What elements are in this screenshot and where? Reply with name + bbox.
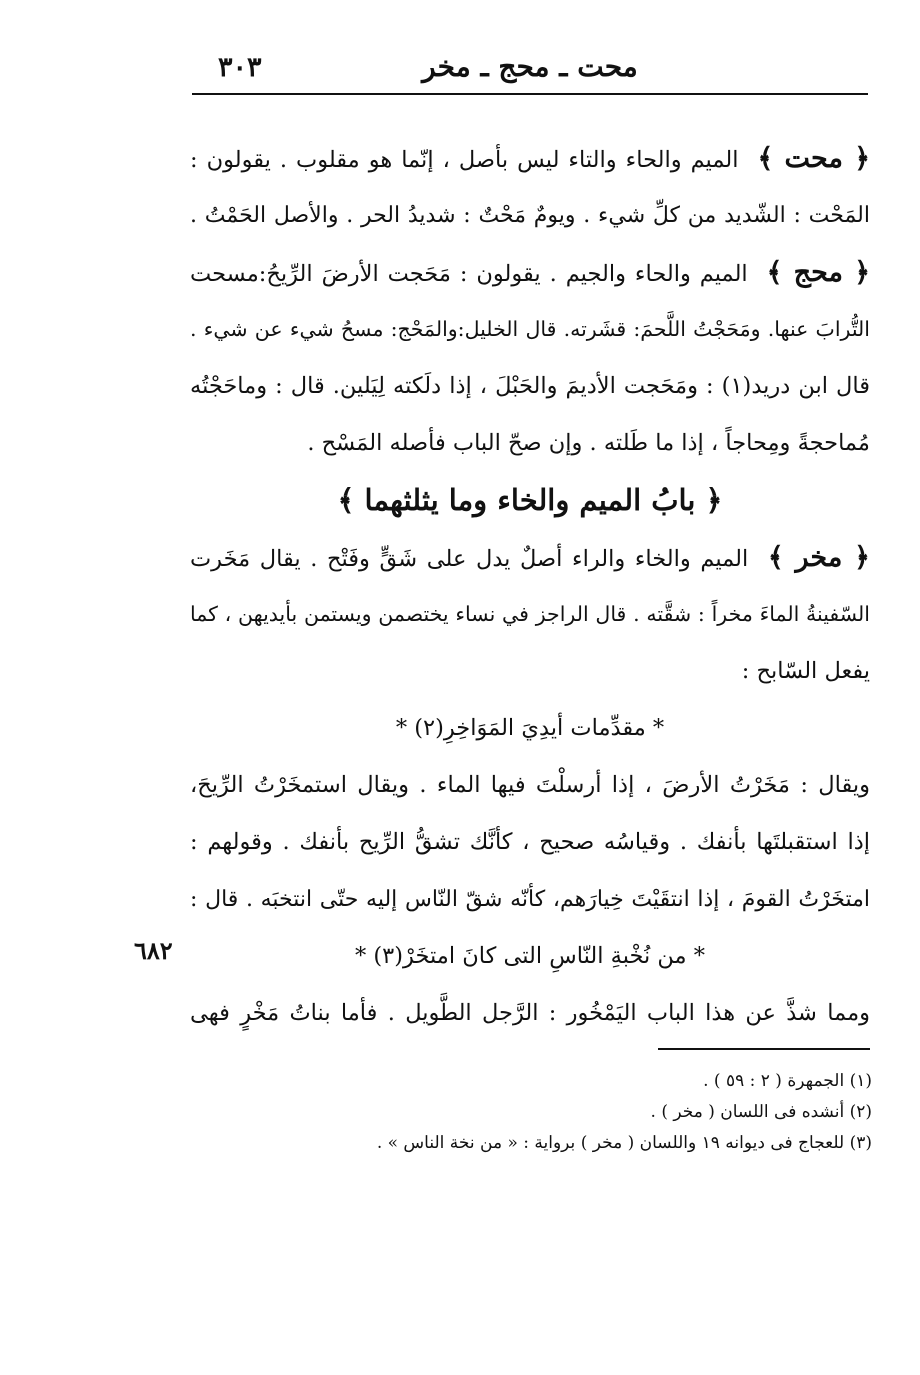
text-line [190, 358, 870, 415]
verse-text: * مقدِّمات أيدِيَ المَوَاخِرِ(٢) * [395, 715, 665, 741]
text-line [190, 301, 870, 358]
text-line [190, 814, 870, 871]
footnotes [300, 1066, 872, 1159]
verse-line [190, 928, 870, 985]
body-text [190, 130, 870, 1042]
line-text: ومما شذَّ عن هذا الباب اليَمْخُور : الرَّجل الطَّويل . فأما بناتُ مَخْرٍ فهى [190, 1000, 870, 1026]
line-text: الميم والحاء والتاء ليس بأصل ، إنّما هو مقلوب . يقولون : [190, 147, 739, 173]
side-page-number: ٦٨٢ [134, 936, 173, 965]
footnote: (٣) للعجاج فى ديوانه ١٩ واللسان ( مخر ) برواية : « من نخة الناس » . [376, 1133, 872, 1153]
line-text: قال ابن دريد(١) : ومَحَجت الأديمَ والحَبْلَ ، إذا دلَكته لِيَلين. قال : وماحَجْتُه [190, 373, 870, 399]
text-line [190, 130, 870, 187]
footnote-rule [658, 1048, 870, 1050]
line-text: الميم والخاء والراء أصلٌ يدل على شَقٍّ وفَتْح . يقال مَخَرت [190, 546, 749, 572]
chapter-heading [190, 472, 870, 529]
entry-heading: ﴿ مخر ﴾ [767, 542, 870, 573]
text-line [190, 529, 870, 586]
line-text: ويقال : مَخَرْتُ الأرضَ ، إذا أرسلْتَ فيها الماء . ويقال استمخَرْتُ الرِّيحَ، [190, 772, 870, 798]
line-text: السّفينةُ الماءَ مخراً : شقَّته . قال الراجز في نساء يختصمن ويستمن بأيديهن ، كما [190, 602, 870, 626]
text-line [190, 187, 870, 244]
line-text: يفعل السّابح : [741, 658, 870, 684]
verse-text: * من نُخْبةِ النّاسِ التى كانَ امتخَرْ(٣) * [354, 943, 706, 969]
footnote: (١) الجمهرة ( ٢ : ٥٩ ) . [703, 1071, 872, 1091]
line-text: التُّرابَ عنها. ومَحَجْتُ اللَّحمَ: قشَرته. قال الخليل:والمَحْج: مسحُ شيء عن شيء . [190, 317, 870, 341]
text-line [190, 643, 870, 700]
text-line [190, 871, 870, 928]
text-line [190, 757, 870, 814]
entry-heading: ﴿ محج ﴾ [766, 257, 870, 288]
line-text: مُماحجةً ومِحاجاً ، إذا ما طَلته . وإن صحّ الباب فأصله المَسْح . [307, 430, 870, 456]
footnote: (٢) أنشده فى اللسان ( مخر ) . [650, 1102, 872, 1122]
line-text: الميم والحاء والجيم . يقولون : مَحَجت الأرضَ الرِّيحُ:مسحت [190, 261, 748, 287]
page-number-top: ٣٠٣ [218, 52, 262, 83]
text-line [190, 985, 870, 1042]
line-text: المَحْت : الشّديد من كلِّ شيء . ويومٌ مَحْتٌ : شديدُ الحر . والأصل الحَمْتُ . [190, 203, 870, 228]
header-rule [192, 93, 868, 95]
text-line [190, 415, 870, 472]
line-text: امتخَرْتُ القومَ ، إذا انتقَيْتَ خِيارَهم، كأنّه شقّ النّاس إليه حتّى انتخبَه . قال : [190, 887, 870, 912]
verse-line [190, 700, 870, 757]
line-text: إذا استقبلتَها بأنفك . وقياسُه صحيح ، كأنَّك تشقُّ الرِّيح بأنفك . وقولهم : [190, 829, 870, 855]
chapter-title: ﴿ بابُ الميم والخاء وما يثلثهما ﴾ [337, 483, 723, 517]
entry-heading: ﴿ محت ﴾ [757, 143, 870, 174]
text-line [190, 244, 870, 301]
running-title: محت ـ محج ـ مخر [422, 50, 638, 83]
text-line [190, 586, 870, 643]
